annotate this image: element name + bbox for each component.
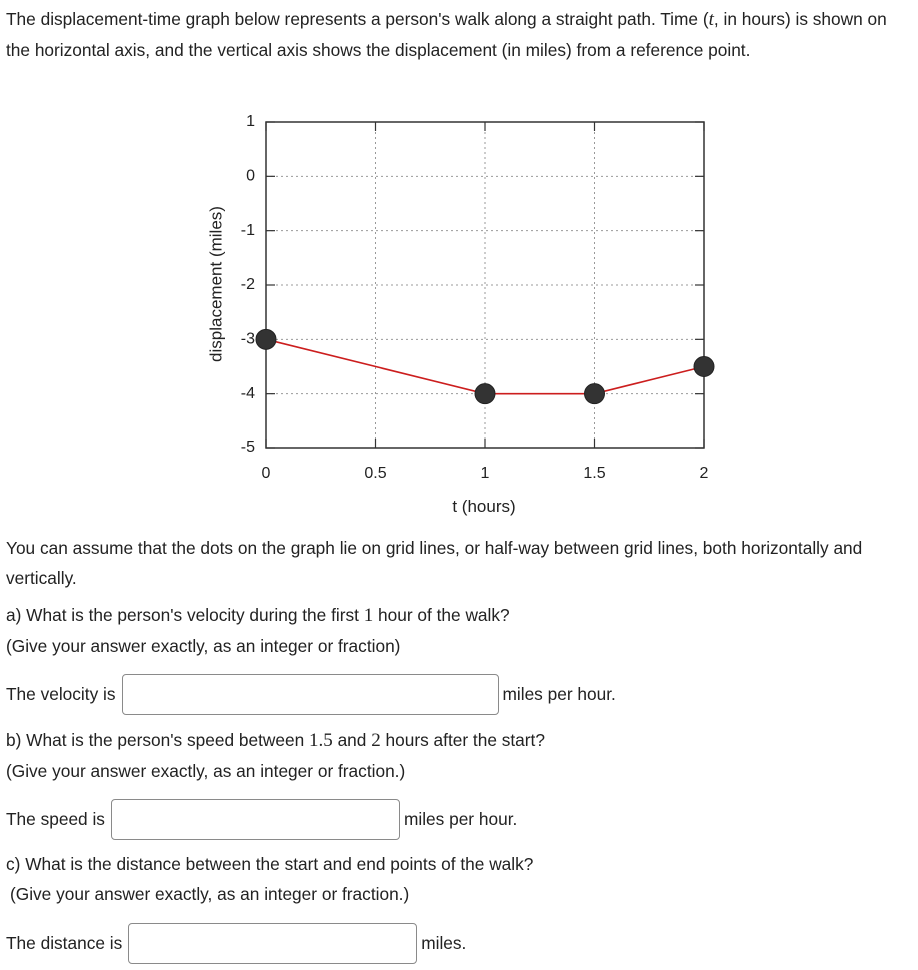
question-a-text-1: a) What is the person's velocity during the first [6,605,364,625]
speed-input[interactable] [111,799,400,840]
x-tick-label: 1 [480,465,490,482]
assumption-text: You can assume that the dots on the graph lie on grid lines, or half-way between grid lines, both horizontally and vertically. [6,538,863,588]
distance-label: The distance is [6,932,123,953]
question-b-text-2: hours after the start? [380,730,545,750]
data-point[interactable] [475,384,495,404]
y-axis-label: displacement (miles) [206,206,226,362]
question-a-note: (Give your answer exactly, as an integer or fraction) [6,636,401,656]
speed-answer-row [6,798,517,840]
question-a-number: 1 [363,605,374,626]
question-b-number-2: 2 [371,730,381,751]
question-b-note: (Give your answer exactly, as an integer or fraction.) [6,761,406,781]
x-axis-label: t (hours) [452,497,516,516]
data-point[interactable] [585,384,605,404]
y-tick-label: 1 [246,113,255,131]
question-c-text: c) What is the distance between the start and end points of the walk? [6,854,534,874]
y-tick-label: -4 [240,384,255,402]
question-a-text-2: hour of the walk? [373,605,510,625]
y-tick-label: -1 [240,221,255,239]
data-point[interactable] [256,329,276,349]
distance-input[interactable] [128,923,417,964]
question-a [6,600,510,661]
t-symbol: t [708,9,714,30]
assumption-note [6,533,886,593]
distance-answer-row [6,922,466,964]
data-point[interactable] [694,357,714,377]
y-tick-label: 0 [246,167,255,185]
x-tick-label: 0.5 [364,465,387,482]
distance-unit: miles. [421,932,467,953]
speed-unit: miles per hour. [403,808,518,829]
question-c-note: (Give your answer exactly, as an integer or fraction.) [10,884,410,904]
x-tick-label: 2 [699,465,709,482]
y-tick-label: -3 [240,330,255,348]
question-b [6,725,545,786]
question-b-number-1: 1.5 [309,730,333,751]
x-tick-label: 0 [261,465,271,482]
question-b-and: and [332,730,372,750]
speed-label: The speed is [6,808,105,829]
intro-text-1: The displacement-time graph below represents a person's walk along a straight path. Time ( [6,9,709,29]
velocity-answer-row [6,673,616,715]
y-tick-label: -2 [240,276,255,294]
velocity-label: The velocity is [6,683,116,704]
question-c [6,849,533,909]
question-b-text-1: b) What is the person's speed between [6,730,310,750]
velocity-input[interactable] [122,674,499,715]
y-tick-label: -5 [240,439,255,457]
x-tick-label: 1.5 [583,465,606,482]
velocity-unit: miles per hour. [502,683,616,704]
intro-text-2: , in hours) is shown on the horizontal axis, and the vertical axis shows the displacement (in miles) from a reference point. [6,9,887,60]
